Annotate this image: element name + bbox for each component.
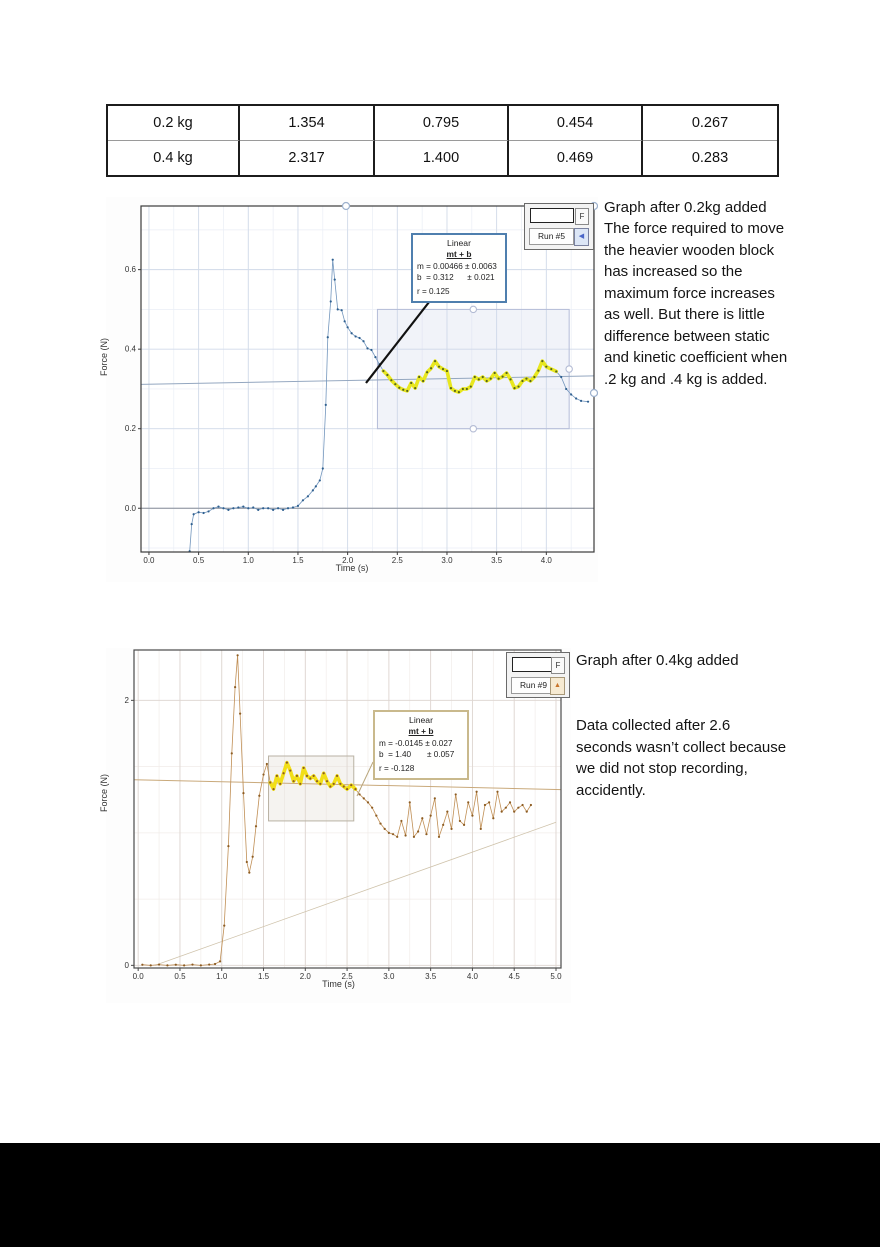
force-column-button: F <box>551 657 565 674</box>
svg-text:0: 0 <box>124 960 129 970</box>
svg-text:2.5: 2.5 <box>341 972 353 981</box>
table-cell[interactable]: 0.4 kg <box>108 140 240 175</box>
force-column-button: F <box>575 208 589 225</box>
results-table-body <box>108 106 777 175</box>
run-label: Run #5 <box>529 228 574 245</box>
svg-text:2: 2 <box>124 695 129 705</box>
annotation-line: r = 0.125 <box>417 287 450 296</box>
table-cell[interactable]: 0.469 <box>509 140 643 175</box>
linear-fit-annotation <box>411 233 507 303</box>
table-cell[interactable]: 0.795 <box>375 106 509 140</box>
table-row <box>108 106 777 140</box>
table-cell[interactable]: 0.454 <box>509 106 643 140</box>
x-axis-label: Time (s) <box>322 979 355 989</box>
force-time-chart-run5 <box>106 197 598 582</box>
svg-text:2.0: 2.0 <box>299 972 311 981</box>
svg-text:1.0: 1.0 <box>216 972 228 981</box>
x-axis-label: Time (s) <box>335 563 369 573</box>
annotation-line: mt + b <box>408 726 434 736</box>
table-cell[interactable]: 0.283 <box>643 140 777 175</box>
svg-text:0.5: 0.5 <box>193 556 205 565</box>
results-table <box>106 104 779 177</box>
svg-text:3.0: 3.0 <box>441 556 453 565</box>
svg-text:1.5: 1.5 <box>257 972 270 981</box>
svg-text:2.0: 2.0 <box>342 556 354 565</box>
table-cell[interactable]: 0.2 kg <box>108 106 240 140</box>
annotation-line: r = -0.128 <box>379 764 415 773</box>
y-axis-label: Force (N) <box>99 773 109 812</box>
svg-text:3.5: 3.5 <box>425 972 437 981</box>
run-label: Run #9 <box>511 677 556 694</box>
run-selector-arrow-icon: ▲ <box>550 677 565 695</box>
svg-text:3.5: 3.5 <box>491 556 503 565</box>
run-selector-arrow-icon: ◀ <box>574 228 589 246</box>
selection-box <box>269 756 354 821</box>
annotation-line: b = 0.312 ± 0.021 <box>417 273 495 282</box>
linear-fit-annotation <box>373 710 469 780</box>
run-panel <box>524 203 594 250</box>
resize-handle <box>343 203 350 210</box>
svg-text:4.0: 4.0 <box>540 556 552 565</box>
force-time-chart-run9 <box>106 648 571 1003</box>
annotation-line: m = 0.00466 ± 0.0063 <box>417 262 497 271</box>
graph-0.4kg-figure[interactable] <box>99 648 571 1003</box>
legend-value-field <box>530 208 574 223</box>
svg-text:1.0: 1.0 <box>242 556 254 565</box>
resize-handle <box>591 390 598 397</box>
table-row <box>108 140 777 175</box>
svg-text:4.0: 4.0 <box>466 972 478 981</box>
svg-text:0.2: 0.2 <box>124 424 136 434</box>
svg-text:0.6: 0.6 <box>124 265 136 275</box>
annotation-line: m = -0.0145 ± 0.027 <box>379 739 453 748</box>
svg-text:5.0: 5.0 <box>550 972 562 981</box>
svg-text:0.0: 0.0 <box>143 556 155 565</box>
annotation-line: mt + b <box>446 249 472 259</box>
svg-text:0.5: 0.5 <box>174 972 186 981</box>
graph2-caption-title[interactable]: Graph after 0.4kg added <box>576 652 739 669</box>
graph2-caption-body[interactable]: Data collected after 2.6 seconds wasn’t collect because we did not stop recording, accidently. <box>576 717 787 799</box>
svg-text:0.0: 0.0 <box>132 972 144 981</box>
page-footer-bar <box>0 1143 880 1247</box>
graph1-caption-body[interactable]: The force required to move the heavier wooden block has increased so the maximum force increases as well. But there is little difference between static and kinetic coefficient when .2 kg and .4 kg is added. <box>604 220 788 388</box>
selection-box <box>377 306 572 432</box>
annotation-line: b = 1.40 ± 0.057 <box>379 750 455 759</box>
graph-0.2kg-figure[interactable] <box>99 197 598 582</box>
svg-text:4.5: 4.5 <box>508 972 520 981</box>
graph1-caption-title[interactable]: Graph after 0.2kg added <box>604 199 767 216</box>
legend-value-field <box>512 657 556 672</box>
svg-text:3.0: 3.0 <box>383 972 395 981</box>
table-cell[interactable]: 2.317 <box>240 140 375 175</box>
y-axis-label: Force (N) <box>99 337 109 376</box>
table-cell[interactable]: 1.400 <box>375 140 509 175</box>
svg-text:0.0: 0.0 <box>124 503 136 513</box>
svg-text:2.5: 2.5 <box>391 556 403 565</box>
table-cell[interactable]: 0.267 <box>691 115 729 131</box>
svg-text:1.5: 1.5 <box>292 556 304 565</box>
svg-text:0.4: 0.4 <box>124 344 136 354</box>
run-panel <box>506 652 570 698</box>
annotation-line: Linear <box>409 715 433 725</box>
table-cell[interactable]: 1.354 <box>240 106 375 140</box>
annotation-line: Linear <box>447 238 471 248</box>
